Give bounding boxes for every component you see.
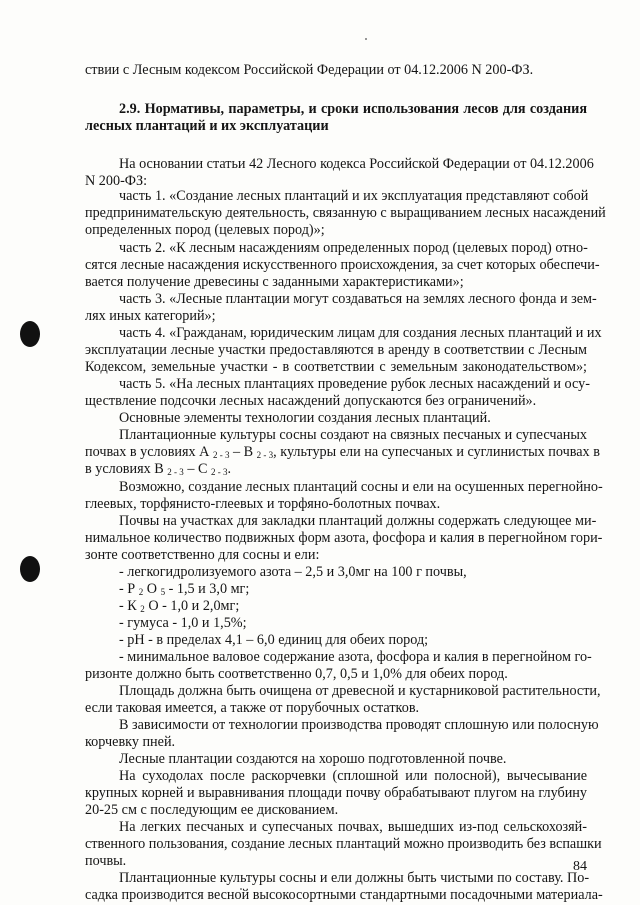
body-line: Кодексом, земельные участки - в соответствии с земельным законодательством»; [85,359,587,375]
body-line: Почвы на участках для закладки плантаций должны содержать следующее ми- [119,513,597,529]
body-line: в условиях В $_{2 - 3}$ – С $_{2 - 3}$. [85,461,232,477]
body-line: определенных пород (целевых пород)»; [85,222,325,238]
body-line: вается получение древесины с заданными характеристиками»; [85,274,464,290]
body-line: почвах в условиях А $_{2 - 3}$ – В $_{2 - 3}$, культуры ели на супесчаных и суглинистых почвах в [85,444,600,460]
body-line: N 200-ФЗ: [85,173,148,189]
body-line: 20-25 см с последующим ее дискованием. [85,802,339,818]
body-line: часть 1. «Создание лесных плантаций и их эксплуатация представляют собой [119,188,589,204]
body-line: лях иных категорий»; [85,308,216,324]
body-line: сятся лесные насаждения искусственного происхождения, за счет которых обеспечи- [85,257,600,273]
body-line: часть 5. «На лесных плантациях проведение рубок лесных насаждений и осу- [119,376,590,392]
body-line: зонте соответственно для сосны и ели: [85,547,320,563]
body-line: часть 2. «К лесным насаждениям определенных пород (целевых пород) отно- [119,240,588,256]
body-line: - минимальное валовое содержание азота, фосфора и калия в перегнойном го- [119,649,592,665]
section-title-line: 2.9. Нормативы, параметры, и сроки использования лесов для создания [119,101,587,117]
body-line: - легкогидролизуемого азота – 2,5 и 3,0мг на 100 г почвы, [119,564,467,580]
body-line: Возможно, создание лесных плантаций сосны и ели на осушенных перегнойно- [119,479,603,495]
top-line: ствии с Лесным кодексом Российской Федерации от 04.12.2006 N 200-ФЗ. [85,62,534,78]
body-line: эксплуатации лесные участки предоставляются в аренду в соответствии с Лесным [85,342,587,358]
body-line: глеевых, торфянисто-глеевых и торфяно-болотных почвах. [85,496,441,512]
body-line: Плантационные культуры сосны создают на связных песчаных и супесчаных [119,427,587,443]
body-line: Площадь должна быть очищена от древесной и кустарниковой растительности, [119,683,601,699]
punch-hole [20,556,40,582]
body-line: Основные элементы технологии создания лесных плантаций. [119,410,491,426]
body-line: Лесные плантации создаются на хорошо подготовленной почве. [119,751,507,767]
scan-speck [365,38,367,40]
body-line: ственного пользования, создание лесных плантаций можно производить без вспашки [85,836,602,852]
body-line: На основании статьи 42 Лесного кодекса Российской Федерации от 04.12.2006 [119,156,594,172]
body-line: предпринимательскую деятельность, связанную с выращиванием лесных насаждений [85,205,606,221]
body-line: корчевку пней. [85,734,176,750]
body-line: часть 3. «Лесные плантации могут создаваться на землях лесного фонда и зем- [119,291,597,307]
body-line: В зависимости от технологии производства проводят сплошную или полосную [119,717,599,733]
body-line: если таковая имеется, а также от порубочных остатков. [85,700,420,716]
body-line: - гумуса - 1,0 и 1,5%; [119,615,247,631]
body-line: нимальное количество подвижных форм азота, фосфора и калия в перегнойном гори- [85,530,603,546]
body-line: Плантационные культуры сосны и ели должны быть чистыми по составу. По- [119,870,590,886]
body-line: На суходолах после раскорчевки (сплошной или полосной), вычесывание [119,768,587,784]
section-title-line: лесных плантаций и их эксплуатации [85,118,329,134]
body-line: крупных корней и выравнивания площади почву обрабатывают плугом на глубину [85,785,587,801]
body-line: ществление подсочки лесных насаждений допускаются без ограничений». [85,393,537,409]
body-line: На легких песчаных и супесчаных почвах, вышедших из-под сельскохозяй- [119,819,587,835]
body-line: почвы. [85,853,127,869]
body-line: - рН - в пределах 4,1 – 6,0 единиц для обеих пород; [119,632,429,648]
body-line: ризонте должно быть соответственно 0,7, 0,5 и 1,0% для обеих пород. [85,666,508,682]
punch-hole [20,321,40,347]
body-line: - Р $_2$ О $_5$ - 1,5 и 3,0 мг; [119,581,250,597]
body-line: - К $_2$ О - 1,0 и 2,0мг; [119,598,240,614]
page-number: 84 [573,859,587,874]
body-line: часть 4. «Гражданам, юридическим лицам для создания лесных плантаций и их [119,325,602,341]
body-line: садка производится весной высокосортными стандартными посадочными материала- [85,887,603,903]
